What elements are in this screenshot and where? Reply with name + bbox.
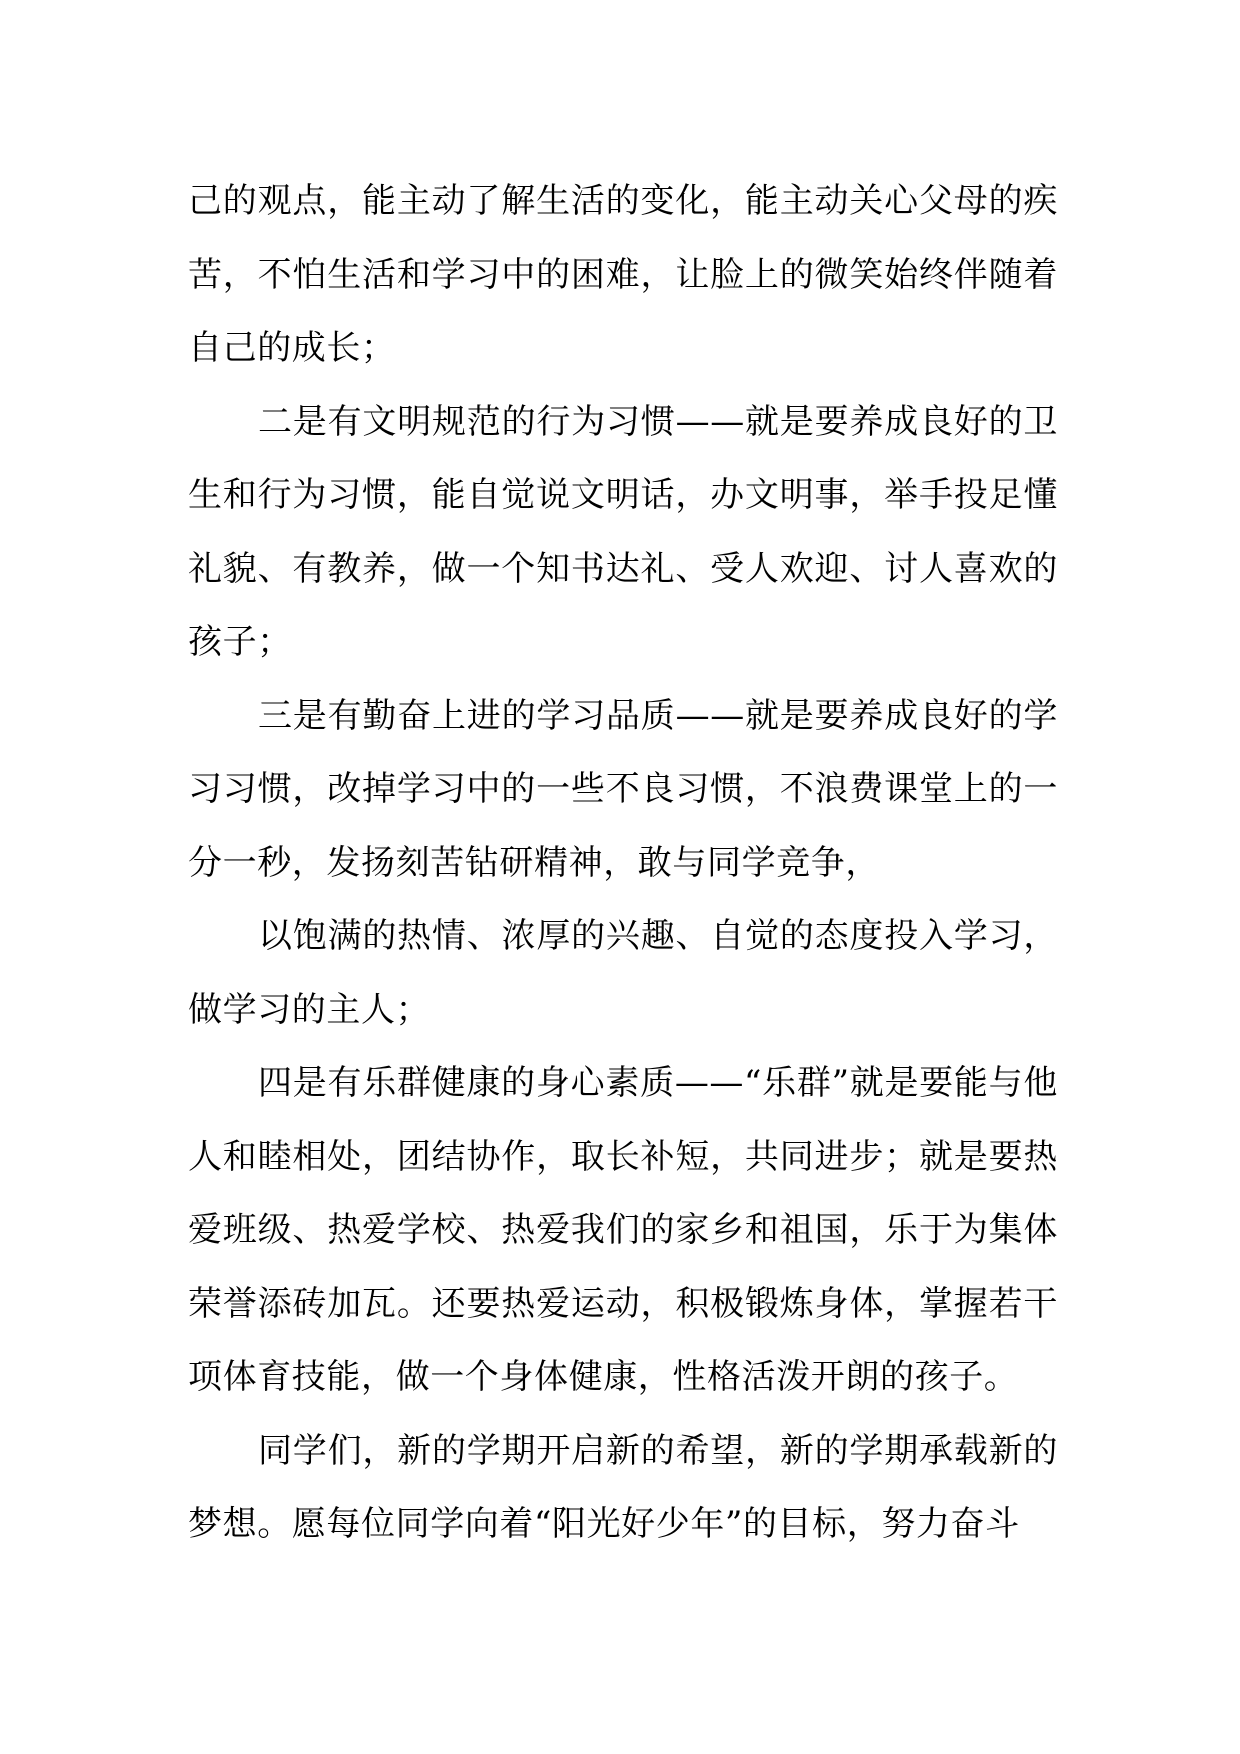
paragraph-point-two: 二是有文明规范的行为习惯——就是要养成良好的卫生和行为习惯，能自觉说文明话，办文明事，举手投足懂礼貌、有教养，做一个知书达礼、受人欢迎、讨人喜欢的孩子； [188,401,1058,662]
body-text [188,165,1058,1562]
paragraph-point-four: 四是有乐群健康的身心素质——“乐群”就是要能与他人和睦相处，团结协作，取长补短，共同进步；就是要热爱班级、热爱学校、热爱我们的家乡和祖国，乐于为集体荣誉添砖加瓦。还要热爱运动，积极锻炼身体，掌握若干项体育技能，做一个身体健康，性格活泼开朗的孩子。 [188,1063,1058,1397]
paragraph-continuation: 己的观点，能主动了解生活的变化，能主动关心父母的疾苦，不怕生活和学习中的困难，让脸上的微笑始终伴随着自己的成长； [188,181,1058,368]
paragraph-point-three-cont: 以饱满的热情、浓厚的兴趣、自觉的态度投入学习，做学习的主人； [188,916,1058,1030]
paragraph-point-three: 三是有勤奋上进的学习品质——就是要养成良好的学习习惯，改掉学习中的一些不良习惯，不浪费课堂上的一分一秒，发扬刻苦钻研精神，敢与同学竞争， [188,695,1058,883]
paragraph-closing: 同学们，新的学期开启新的希望，新的学期承载新的梦想。愿每位同学向着“阳光好少年”的目标，努力奋斗 [188,1430,1058,1544]
